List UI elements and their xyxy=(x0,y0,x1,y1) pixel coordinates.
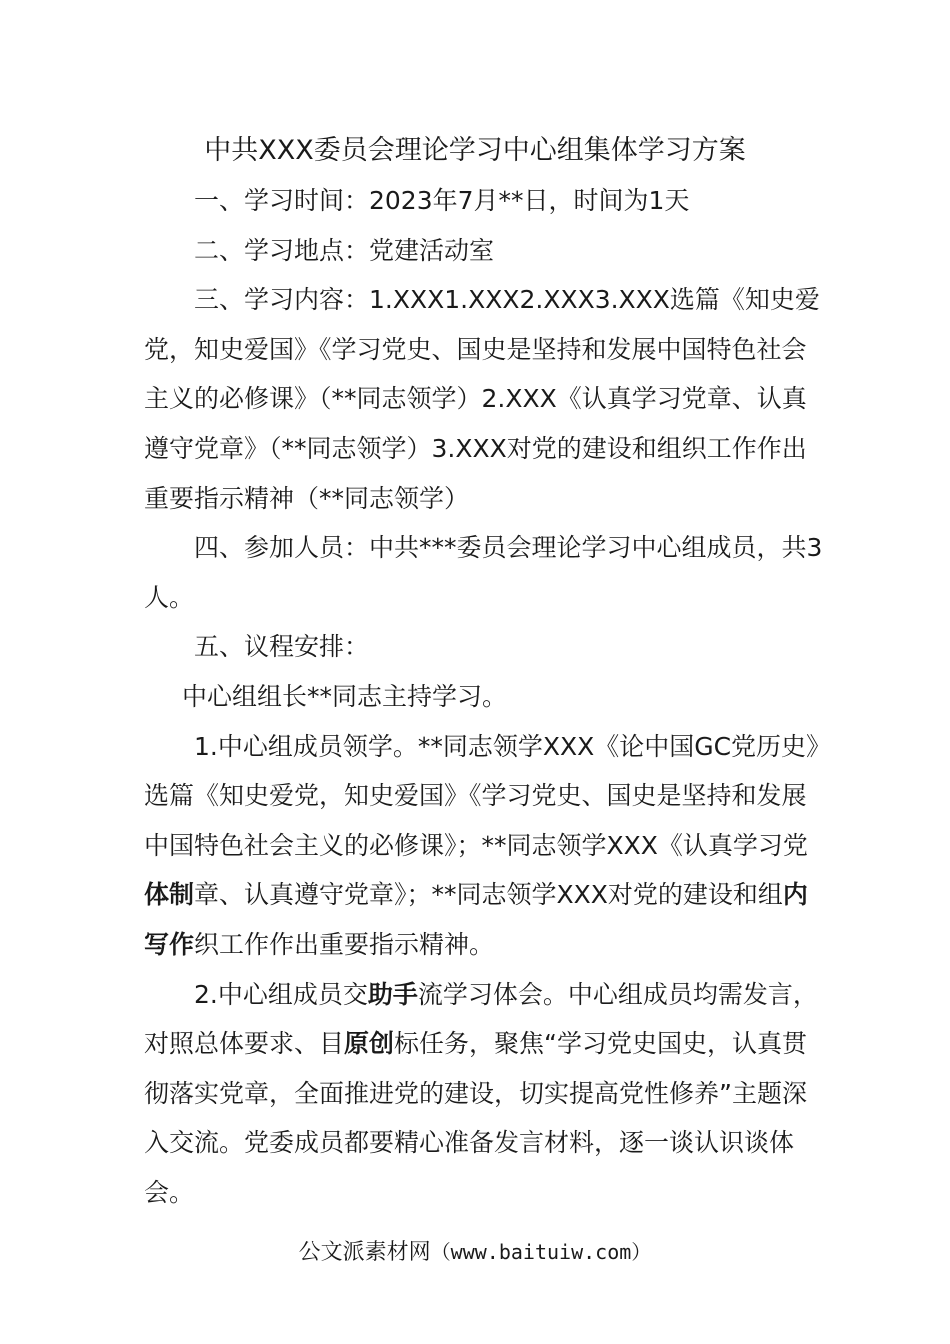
agenda-item-2-text-a: 2.中心组成员交 xyxy=(194,979,368,1009)
agenda-item-1-text-e: 织工作作出重要指示精神。 xyxy=(194,929,495,959)
agenda-item-2-text-c: 流学习体会。中心组成员均需发言，对照总体要求、目 xyxy=(144,979,818,1059)
section-place: 二、学习地点：党建活动室 xyxy=(194,235,495,265)
agenda-item-1 xyxy=(144,722,824,970)
agenda-item-1-text-c: 章、认真遵守党章》；**同志领学XXX对党的建设和组 xyxy=(194,880,783,910)
section-attendees: 四、参加人员：中共***委员会理论学习中心组成员，共3人。 xyxy=(144,533,823,612)
section-host: 中心组组长**同志主持学习。 xyxy=(182,681,508,711)
page-footer xyxy=(0,1234,950,1271)
section-content: 三、学习内容：1.XXX1.XXX2.XXX3.XXX选篇《知史爱党，知史爱国》《学习党史、国史是坚持和发展中国特色社会主义的必修课》（**同志领学）2.XXX《认真学习党章、认真遵守党章》（**同志领学）3.XXX对党的建设和组织工作作出重要指示精神（**同志领学） xyxy=(144,285,820,513)
footer-site-name: 公文派素材网 xyxy=(298,1240,431,1265)
watermark-word-2: 内写作 xyxy=(144,880,808,959)
watermark-word-3: 助手 xyxy=(367,979,418,1009)
section-agenda-heading: 五、议程安排： xyxy=(194,632,370,662)
section-time: 一、学习时间：2023年7月**日，时间为1天 xyxy=(194,186,690,215)
document-title: 中共XXX委员会理论学习中心组集体学习方案 xyxy=(204,135,746,166)
agenda-item-1-text-a: 1.中心组成员领学。**同志领学XXX《论中国GC党历史》选篇《知史爱党，知史爱国》《学习党史、国史是坚持和发展中国特色社会主义的必修课》；**同志领学XXX《认真学习党 xyxy=(144,731,819,860)
footer-url: （www.baituiw.com） xyxy=(430,1240,652,1264)
watermark-word-1: 体制 xyxy=(144,880,195,910)
agenda-item-2-text-e: 标任务，聚焦“学习党史国史，认真贯彻落实党章，全面推进党的建设，切实提高党性修养”主题深入交流。党委成员都要精心准备发言材料，逐一谈认识谈体会。 xyxy=(144,1029,807,1207)
watermark-word-4: 原创 xyxy=(344,1029,395,1059)
agenda-item-2 xyxy=(144,970,824,1218)
document-body xyxy=(144,176,824,1217)
